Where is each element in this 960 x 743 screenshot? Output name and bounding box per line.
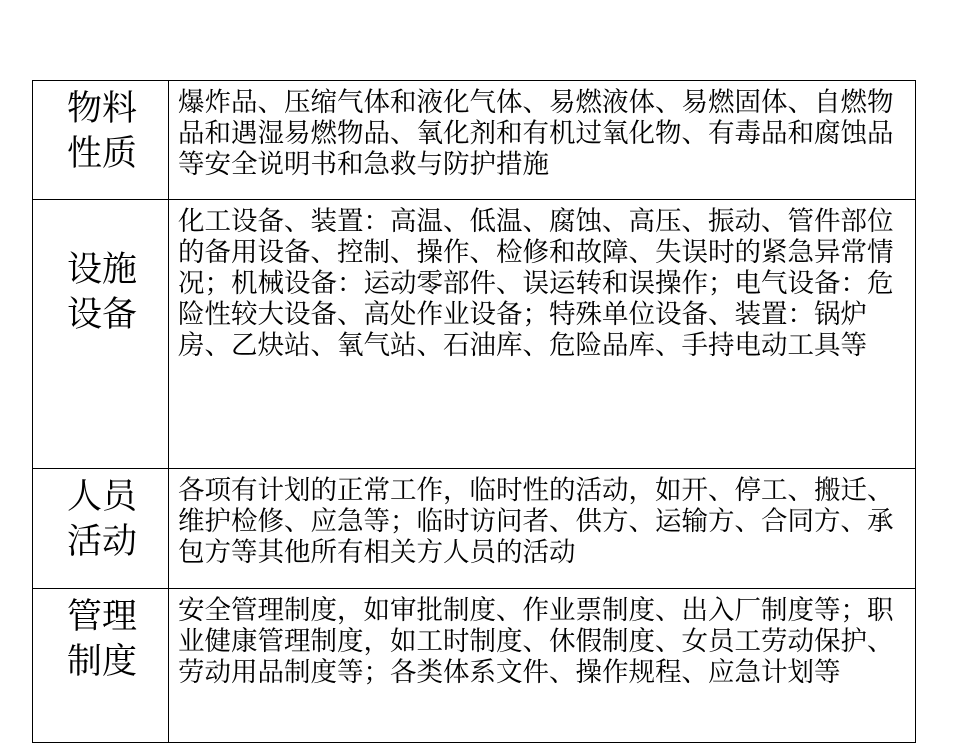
description-cell xyxy=(169,200,916,469)
category-label: 物料性质 xyxy=(67,89,138,174)
description-cell xyxy=(169,589,916,743)
category-label: 管理制度 xyxy=(67,597,138,682)
table-row xyxy=(33,469,916,589)
category-cell xyxy=(33,589,169,743)
category-cell xyxy=(33,469,169,589)
category-label: 人员活动 xyxy=(67,477,138,562)
description-cell xyxy=(169,469,916,589)
hazard-source-table xyxy=(32,80,916,743)
description-text: 化工设备、装置：高温、低温、腐蚀、高压、振动、管件部位的备用设备、控制、操作、检修和故障、失误时的紧急异常情况；机械设备：运动零部件、误运转和误操作；电气设备：危险性较大设备、高处作业设备；特殊单位设备、装置：锅炉房、乙炔站、氧气站、石油库、危险品库、手持电动工具等 xyxy=(178,206,894,361)
description-text: 各项有计划的正常工作，临时性的活动，如开、停工、搬迁、维护检修、应急等；临时访问者、供方、运输方、合同方、承包方等其他所有相关方人员的活动 xyxy=(178,475,894,568)
table-row xyxy=(33,81,916,200)
table-row xyxy=(33,200,916,469)
category-cell xyxy=(33,200,169,469)
table-row xyxy=(33,589,916,743)
description-cell xyxy=(169,81,916,200)
category-cell xyxy=(33,81,169,200)
description-text: 爆炸品、压缩气体和液化气体、易燃液体、易燃固体、自燃物品和遇湿易燃物品、氧化剂和有机过氧化物、有毒品和腐蚀品等安全说明书和急救与防护措施 xyxy=(178,87,894,180)
description-text: 安全管理制度，如审批制度、作业票制度、出入厂制度等；职业健康管理制度，如工时制度、休假制度、女员工劳动保护、劳动用品制度等；各类体系文件、操作规程、应急计划等 xyxy=(178,595,894,688)
category-label: 设施设备 xyxy=(67,250,138,335)
